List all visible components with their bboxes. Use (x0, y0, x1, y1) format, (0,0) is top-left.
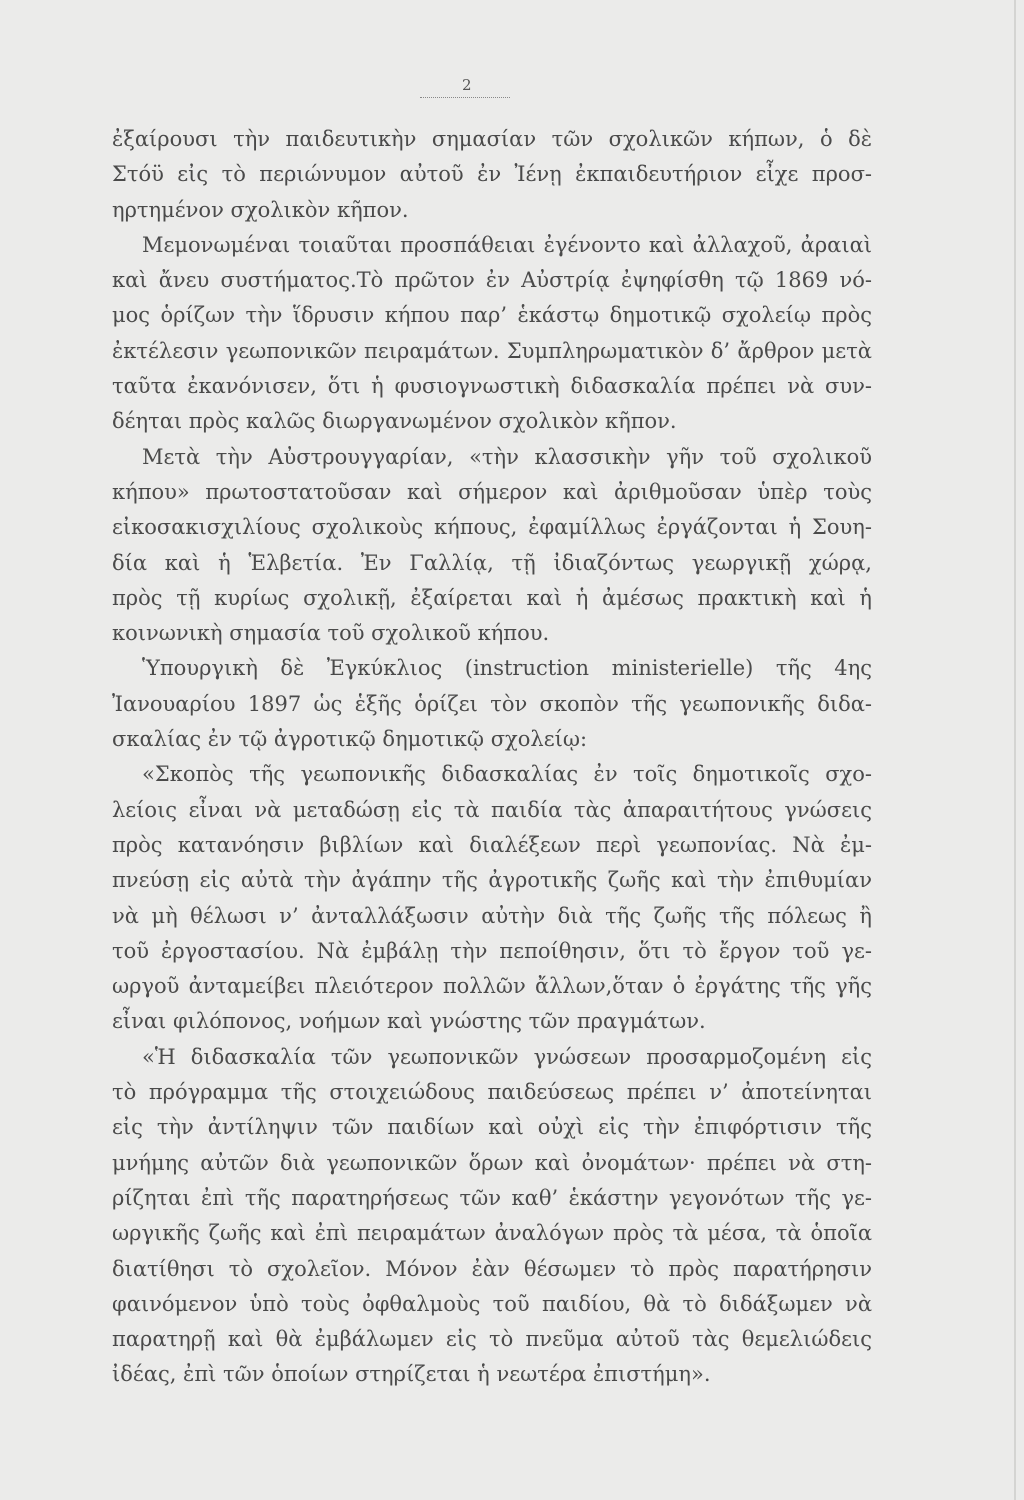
text-line: φαινόμενον ὑπὸ τοὺς ὀφθαλμοὺς τοῦ παιδίου, θὰ τὸ διδάξωμεν νὰ (112, 1291, 872, 1316)
text-line: Στόϋ εἰς τὸ περιώνυμον αὐτοῦ ἐν Ἰένῃ ἐκπαιδευτήριον εἶχε προσ- (112, 162, 872, 187)
text-line: ἰδέας, ἐπὶ τῶν ὁποίων στηρίζεται ἡ νεωτέρα ἐπιστήμη». (112, 1362, 711, 1387)
text-line: ἐξαίρουσι τὴν παιδευτικὴν σημασίαν τῶν σχολικῶν κήπων, ὁ δὲ (112, 127, 872, 151)
body-text (112, 122, 872, 1393)
text-line: ηρτημένον σχολικὸν κῆπον. (112, 197, 409, 222)
paragraph (112, 122, 872, 228)
text-line: Ὑπουργικὴ δὲ Ἐγκύκλιος (instruction ministerielle) τῆς 4ης (142, 656, 872, 681)
text-line: δία καὶ ἡ Ἑλβετία. Ἐν Γαλλίᾳ, τῇ ἰδιαζόντως γεωργικῇ χώρᾳ, (112, 550, 872, 575)
text-line: νὰ μὴ θέλωσι ν’ ἀνταλλάξωσιν αὐτὴν διὰ τῆς ζωῆς τῆς πόλεως ἢ (112, 903, 872, 928)
text-line: κοινωνικὴ σημασία τοῦ σχολικοῦ κήπου. (112, 621, 550, 646)
paragraph (112, 651, 872, 757)
text-line: ἐκτέλεσιν γεωπονικῶν πειραμάτων. Συμπληρωματικὸν δ’ ἄρθρον μετὰ (112, 338, 872, 363)
text-line: λείοις εἶναι νὰ μεταδώσῃ εἰς τὰ παιδία τὰς ἀπαραιτήτους γνώσεις (112, 797, 872, 822)
text-line: Μετὰ τὴν Αὐστρουγγαρίαν, «τὴν κλασσικὴν γῆν τοῦ σχολικοῦ (142, 444, 872, 469)
text-line: πνεύσῃ εἰς αὐτὰ τὴν ἀγάπην τῆς ἀγροτικῆς ζωῆς καὶ τὴν ἐπιθυμίαν (112, 868, 872, 893)
text-line: «Ἡ διδασκαλία τῶν γεωπονικῶν γνώσεων προσαρμοζομένη εἰς (142, 1044, 872, 1069)
text-line: διατίθησι τὸ σχολεῖον. Μόνον ἐὰν θέσωμεν τὸ πρὸς παρατήρησιν (112, 1256, 872, 1281)
paragraph (112, 228, 872, 440)
paragraph (112, 757, 872, 1039)
text-line: ταῦτα ἐκανόνισεν, ὅτι ἡ φυσιογνωστικὴ διδασκαλία πρέπει νὰ συν- (112, 374, 872, 399)
text-line: τοῦ ἐργοστασίου. Νὰ ἐμβάλῃ τὴν πεποίθησιν, ὅτι τὸ ἔργον τοῦ γε- (112, 938, 872, 963)
paragraph (112, 440, 872, 652)
text-line: εἰκοσακισχιλίους σχολικοὺς κήπους, ἐφαμίλλως ἐργάζονται ἡ Σουη- (112, 515, 872, 540)
text-line: εἶναι φιλόπονος, νοήμων καὶ γνώστης τῶν πραγμάτων. (112, 1009, 706, 1034)
text-line: κήπου» πρωτοστατοῦσαν καὶ σήμερον καὶ ἀριθμοῦσαν ὑπὲρ τοὺς (112, 479, 872, 504)
text-line: πρὸς τῇ κυρίως σχολικῇ, ἐξαίρεται καὶ ἡ ἀμέσως πρακτικὴ καὶ ἡ (112, 585, 872, 610)
text-line: καὶ ἄνευ συστήματος.Τὸ πρῶτον ἐν Αὐστρίᾳ ἐψηφίσθη τῷ 1869 νό- (112, 268, 872, 293)
text-line: Μεμονωμέναι τοιαῦται προσπάθειαι ἐγένοντο καὶ ἀλλαχοῦ, ἀραιαὶ (142, 232, 872, 257)
paragraph (112, 1040, 872, 1393)
text-line: «Σκοπὸς τῆς γεωπονικῆς διδασκαλίας ἐν τοῖς δημοτικοῖς σχο- (142, 762, 872, 787)
text-line: Ἰανουαρίου 1897 ὡς ἑξῆς ὁρίζει τὸν σκοπὸν τῆς γεωπονικῆς διδα- (112, 691, 872, 716)
text-line: ωργοῦ ἀνταμείβει πλειότερον πολλῶν ἄλλων,ὅταν ὁ ἐργάτης τῆς γῆς (112, 974, 872, 999)
header-rule (420, 97, 510, 98)
text-line: μος ὁρίζων τὴν ἵδρυσιν κήπου παρ’ ἑκάστῳ δημοτικῷ σχολείῳ πρὸς (112, 303, 872, 328)
text-line: τὸ πρόγραμμα τῆς στοιχειώδους παιδεύσεως πρέπει ν’ ἀποτείνηται (112, 1080, 872, 1105)
text-line: σκαλίας ἐν τῷ ἀγροτικῷ δημοτικῷ σχολείῳ: (112, 727, 588, 752)
text-line: ρίζηται ἐπὶ τῆς παρατηρήσεως τῶν καθ’ ἑκάστην γεγονότων τῆς γε- (112, 1185, 872, 1210)
text-line: μνήμης αὐτῶν διὰ γεωπονικῶν ὅρων καὶ ὀνομάτων· πρέπει νὰ στη- (112, 1150, 872, 1175)
text-line: παρατηρῇ καὶ θὰ ἐμβάλωμεν εἰς τὸ πνεῦμα αὐτοῦ τὰς θεμελιώδεις (112, 1327, 872, 1352)
text-line: πρὸς κατανόησιν βιβλίων καὶ διαλέξεων περὶ γεωπονίας. Νὰ ἐμ- (112, 832, 872, 857)
text-line: ωργικῆς ζωῆς καὶ ἐπὶ πειραμάτων ἀναλόγων πρὸς τὰ μέσα, τὰ ὁποῖα (112, 1221, 872, 1246)
text-line: εἰς τὴν ἀντίληψιν τῶν παιδίων καὶ οὐχὶ εἰς τὴν ἐπιφόρτισιν τῆς (112, 1115, 872, 1140)
page-number: 2 (462, 76, 472, 94)
text-line: δέηται πρὸς καλῶς διωργανωμένον σχολικὸν κῆπον. (112, 409, 677, 434)
page-edge (1014, 0, 1016, 1500)
